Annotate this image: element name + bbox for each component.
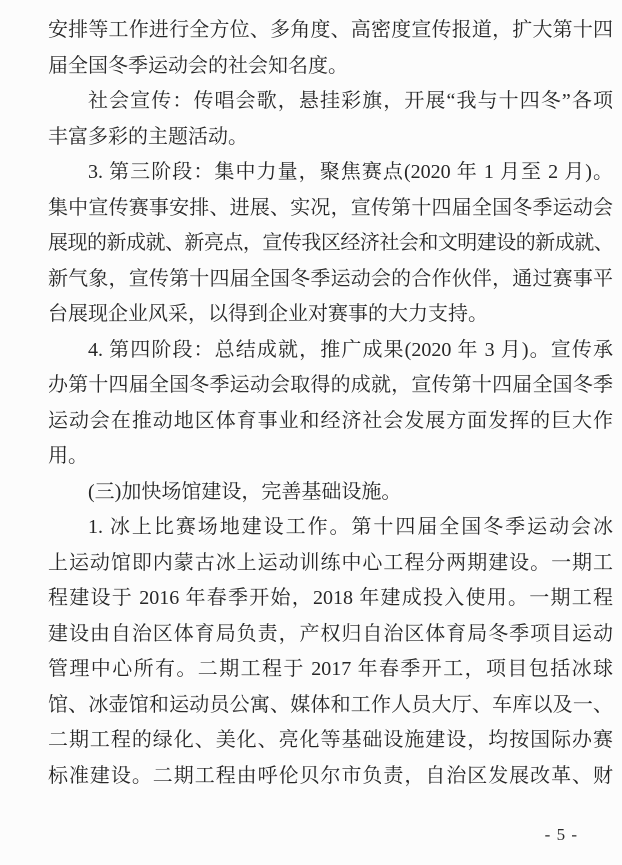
text-line: 台展现企业风采，以得到企业对赛事的大力支持。	[48, 303, 488, 325]
text-line: 展现的新成就、新亮点，宣传我区经济社会和文明建设的新成就、	[48, 232, 613, 254]
text-line: 运动会在推动地区体育事业和经济社会发展方面发挥的巨大作	[48, 409, 613, 432]
text-line: 标准建设。二期工程由呼伦贝尔市负责，自治区发展改革、财	[48, 764, 613, 787]
page-number: - 5 -	[544, 825, 578, 844]
text-line: 馆、冰壶馆和运动员公寓、媒体和工作人员大厅、车库以及一、	[48, 693, 613, 716]
text-line: 3. 第三阶段：集中力量，聚焦赛点(2020 年 1 月至 2 月)。	[88, 161, 613, 183]
text-line: 新气象，宣传第十四届全国冬季运动会的合作伙伴，通过赛事平	[48, 267, 613, 290]
text-line: 办第十四届全国冬季运动会取得的成就，宣传第十四届全国冬季	[48, 374, 613, 396]
text-line: 1. 冰上比赛场地建设工作。第十四届全国冬季运动会冰	[88, 516, 613, 538]
text-line: 用。	[48, 445, 88, 467]
text-line: 4. 第四阶段：总结成就，推广成果(2020 年 3 月)。宣传承	[88, 338, 613, 361]
text-line: 社会宣传：传唱会歌，悬挂彩旗，开展“我与十四冬”各项	[88, 90, 613, 112]
text-line: 届全国冬季运动会的社会知名度。	[48, 54, 348, 77]
body-text	[48, 13, 613, 794]
text-line: 安排等工作进行全方位、多角度、高密度宣传报道，扩大第十四	[48, 19, 613, 41]
text-line: 上运动馆即内蒙古冰上运动训练中心工程分两期建设。一期工	[48, 551, 613, 574]
text-line: (三)加快场馆建设，完善基础设施。	[88, 480, 402, 503]
text-line: 管理中心所有。二期工程于 2017 年春季开工，项目包括冰球	[48, 658, 613, 680]
text-line: 二期工程的绿化、美化、亮化等基础设施建设，均按国际办赛	[48, 729, 613, 751]
text-line: 丰富多彩的主题活动。	[48, 125, 248, 148]
text-line: 建设由自治区体育局负责，产权归自治区体育局冬季项目运动	[48, 622, 613, 645]
text-line: 程建设于 2016 年春季开始，2018 年建成投入使用。一期工程	[48, 587, 613, 609]
text-line: 集中宣传赛事安排、进展、实况，宣传第十四届全国冬季运动会	[48, 196, 613, 219]
